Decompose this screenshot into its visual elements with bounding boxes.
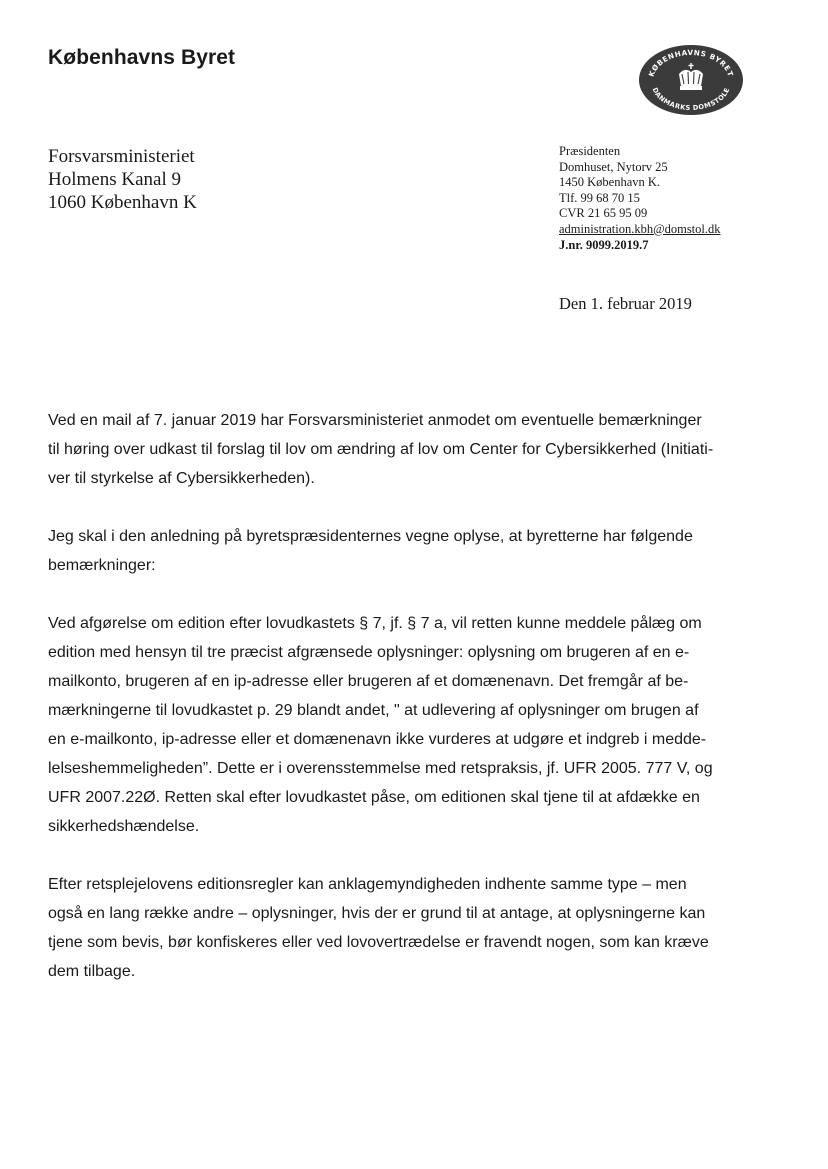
sender-email-link[interactable]: administration.kbh@domstol.dk: [559, 221, 721, 236]
sender-address-line1: Domhuset, Nytorv 25: [559, 159, 668, 174]
text-line: Efter retsplejelovens editionsregler kan anklagemyndigheden indhente samme type – men: [48, 876, 687, 893]
text-line: Ved afgørelse om edition efter lovudkastets § 7, jf. § 7 a, vil retten kunne meddele pålæg om: [48, 615, 702, 632]
sender-cvr: CVR 21 65 95 09: [559, 206, 648, 221]
journal-number: J.nr. 9099.2019.7: [559, 237, 649, 252]
seal-emblem: [638, 44, 744, 116]
paragraph-2: [48, 522, 758, 580]
sender-phone: Tlf. 99 68 70 15: [559, 190, 640, 205]
recipient-name: Forsvarsministeriet: [48, 146, 195, 167]
text-line: edition med hensyn til tre præcist afgrænsede oplysninger: oplysning om brugeren af en e-: [48, 644, 690, 661]
court-name: Københavns Byret: [48, 46, 236, 69]
text-line: bemærkninger:: [48, 557, 156, 574]
text-line: dem tilbage.: [48, 963, 136, 980]
paragraph-3: [48, 609, 758, 841]
text-line: en e-mailkonto, ip-adresse eller et domænenavn ikke vurderes at udgøre et indgreb i medde-: [48, 731, 707, 748]
sender-address-line2: 1450 København K.: [559, 175, 661, 190]
text-line: lelseshemmeligheden”. Dette er i overensstemmelse med retspraksis, jf. UFR 2005. 777 V, og: [48, 760, 713, 777]
text-line: UFR 2007.22Ø. Retten skal efter lovudkastet påse, om editionen skal tjene til at afdække en: [48, 789, 700, 806]
seal-top-text: KØBENHAVNS BYRET: [646, 47, 736, 78]
recipient-address: [48, 145, 197, 214]
paragraph-1: [48, 406, 758, 493]
text-line: også en lang række andre – oplysninger, hvis der er grund til at antage, at oplysningerne kan: [48, 905, 706, 922]
text-line: tjene som bevis, bør konfiskeres eller ved lovovertrædelse er fravendt nogen, som kan kræve: [48, 934, 709, 951]
sender-info: [559, 144, 721, 253]
text-line: mailkonto, brugeren af en ip-adresse eller brugeren af et domænenavn. Det fremgår af be-: [48, 673, 689, 690]
seal-bottom-text: DANMARKS DOMSTOLE: [650, 86, 732, 113]
text-line: Jeg skal i den anledning på byretspræsidenternes vegne oplyse, at byretterne har følgende: [48, 528, 693, 545]
letter-date: Den 1. februar 2019: [559, 294, 692, 313]
text-line: ver til styrkelse af Cybersikkerheden).: [48, 470, 315, 487]
text-line: Ved en mail af 7. januar 2019 har Forsvarsministeriet anmodet om eventuelle bemærkninger: [48, 412, 702, 429]
text-line: til høring over udkast til forslag til lov om ændring af lov om Center for Cybersikkerhed (Initiati-: [48, 441, 714, 458]
paragraph-4: [48, 870, 758, 986]
recipient-city: 1060 København K: [48, 192, 197, 213]
text-line: sikkerhedshændelse.: [48, 818, 200, 835]
sender-title: Præsidenten: [559, 144, 621, 158]
recipient-street: Holmens Kanal 9: [48, 169, 181, 190]
letter-body: [48, 406, 758, 1015]
text-line: mærkningerne til lovudkastet p. 29 blandt andet, " at udlevering af oplysninger om brugen af: [48, 702, 699, 719]
court-seal-logo: [638, 44, 744, 116]
